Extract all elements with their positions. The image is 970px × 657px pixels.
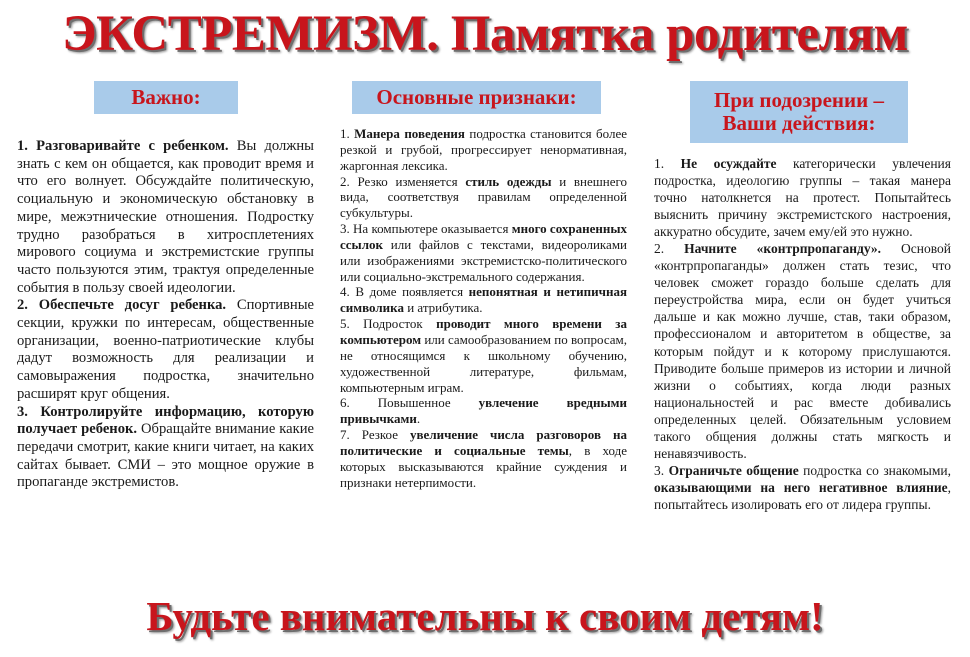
- important-item-1: 1. Разговаривайте с ребенком. Вы должны знать с кем он общается, как проводит время и что его волнует. Обсуждайте политическую, социальную и экономическую обстановку в мире, межэтнические отношения. Подростку трудно разобраться в хитросплетениях мирового социума и экстремистские группы часто пользуются этим, трактуя определенные события в пользу своей идеологии.: [17, 138, 314, 296]
- sign-item-5: 5. Подросток проводит много времени за компьютером или самообразованием по вопросам, не относящимся к школьному обучению, художественной литературе, фильмам, компьютерным играм.: [340, 316, 627, 395]
- heading-actions: При подозрении – Ваши действия:: [690, 81, 908, 143]
- sign-item-4: 4. В доме появляется непонятная и нетипичная символика и атрибутика.: [340, 284, 627, 316]
- poster-title: ЭКСТРЕМИЗМ. Памятка родителям: [62, 6, 908, 62]
- column-actions: [654, 155, 951, 513]
- important-item-3: 3. Контролируйте информацию, которую получает ребенок. Обращайте внимание какие передачи смотрит, какие книги читает, на каких сайтах бывает. СМИ – это мощное оружие в пропаганде экстремистов.: [17, 403, 314, 491]
- heading-signs: Основные признаки:: [352, 81, 601, 114]
- heading-important: Важно:: [94, 81, 238, 114]
- sign-item-3: 3. На компьютере оказывается много сохраненных ссылок или файлов с текстами, видеороликами или изображениями экстремистско-политического или социально-экстремального содержания.: [340, 221, 628, 284]
- sign-item-2: 2. Резко изменяется стиль одежды и внешнего вида, соответствуя правилам определенной субкультуры.: [340, 173, 627, 221]
- sign-item-6: 6. Повышенное увлечение вредными привычками.: [340, 395, 627, 427]
- sign-item-7: 7. Резкое увеличение числа разговоров на политические и социальные темы, в ходе которых высказываются крайние суждения и признаки нетерпимости.: [340, 427, 627, 490]
- action-item-1: 1. Не осуждайте категорически увлечения подростка, идеологию группы – такая манера точно натолкнется на протест. Попытайтесь выяснить причину экстремистского настроения, аккуратно обсудите, зачем ему/ей это нужно.: [654, 156, 951, 240]
- column-important: [17, 138, 314, 492]
- action-item-3: 3. Ограничьте общение подростка со знакомыми, оказывающими на него негативное влияние, попытайтесь изолировать его от лидера группы.: [654, 462, 951, 512]
- poster-footer: Будьте внимательны к своим детям!: [146, 593, 824, 639]
- column-signs: [340, 126, 627, 490]
- action-item-2: 2. Начните «контрпропаганду». Основой «контрпропаганды» должен стать тезис, что человек сможет гораздо больше сделать для переустройства мира, если он будет учиться дальше и как можно лучше, став, таки образом, профессионалом и авторитетом в обществе, за которым пойдут и к которому прислушаются. Приводите больше примеров из истории и личной жизни о событиях, когда люди разных национальностей и рас вместе добивались определенных целей. Обязательным условием такого общения должны стать мягкость и ненавязчивость.: [654, 241, 951, 461]
- important-item-2: 2. Обеспечьте досуг ребенка. Спортивные секции, кружки по интересам, общественные организации, военно-патриотические клубы дадут возможность для реализации и самовыражения подростка, значительно расширят круг общения.: [17, 297, 314, 402]
- sign-item-1: 1. Манера поведения подростка становится более резкой и грубой, прогрессирует ненормативная, жаргонная лексика.: [340, 126, 628, 173]
